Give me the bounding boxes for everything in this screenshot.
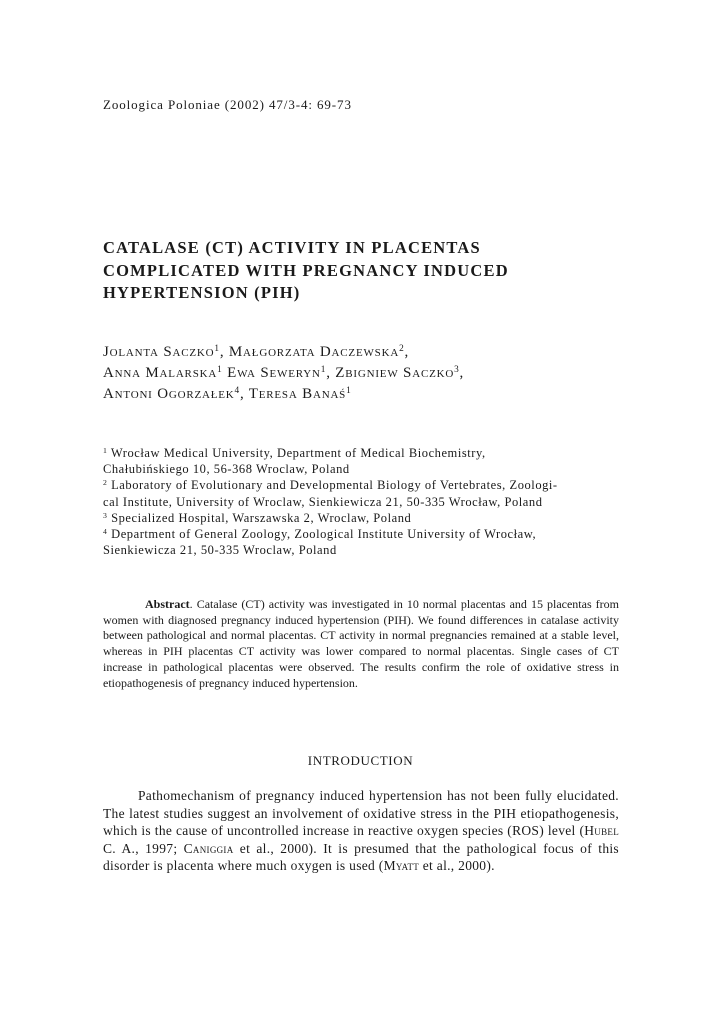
abstract-text: . Catalase (CT) activity was investigated in 10 normal placentas and 15 placentas from women with diagnosed pregnancy induced hypertension (PIH). We found differences in catalase activity between pathological and normal placentas. CT activity in normal pregnancies remained at a stable level, whereas in PIH placentas CT activity was lower compared to normal placentas. Single cases of CT increase in pathological placentas were observed. The results confirm the role of oxidative stress in etiopathogenesis of pregnancy induced hypertension. [103,597,619,690]
affiliations [103,445,623,558]
title-line: HYPERTENSION (PIH) [103,283,301,302]
paper-title [103,237,623,305]
journal-citation: Zoologica Poloniae (2002) 47/3-4: 69-73 [103,97,352,112]
author-name: Antoni Ogorzałek [103,386,235,402]
author-name: Jolanta Saczko [103,344,215,360]
affiliation-mark: 3 [454,364,460,375]
affiliation-line [103,542,623,558]
affiliation-line [103,445,623,461]
affiliation-line [103,494,623,510]
citation-author: Caniggia [183,840,234,856]
affiliation-number: 1 [103,445,108,455]
affiliation-number: 3 [103,510,108,520]
affiliation-number: 4 [103,526,108,536]
intro-text: et al., 2000). [419,858,495,874]
author-name: Anna Malarska [103,365,218,381]
affiliation-text: Specialized Hospital, Warszawska 2, Wroclaw, Poland [111,510,412,525]
section-heading-introduction: INTRODUCTION [307,753,414,768]
affiliation-line [103,526,623,542]
author-name: Ewa Seweryn [227,365,321,381]
abstract [103,597,619,691]
affiliation-text: Chałubińskiego 10, 56-368 Wroclaw, Poland [103,462,350,477]
abstract-label: Abstract [145,597,190,611]
affiliation-text: Department of General Zoology, Zoological Institute University of Wrocław, [111,527,537,542]
affiliation-mark: 1 [320,364,327,375]
introduction-paragraph [103,787,619,875]
author-name: Małgorzata Daczewska [228,344,400,360]
affiliation-mark: 1 [217,364,223,375]
title-line: CATALASE (CT) ACTIVITY IN PLACENTAS [103,238,481,257]
affiliation-number: 2 [103,478,108,488]
affiliation-line [103,510,623,526]
affiliation-mark: 1 [214,343,220,354]
affiliation-text: Laboratory of Evolutionary and Developmental Biology of Vertebrates, Zoologi- [111,478,558,493]
affiliation-text: Sienkiewicza 21, 50-335 Wroclaw, Poland [103,543,337,558]
intro-text: Pathomechanism of pregnancy induced hypertension has not been fully elucidated. The latest studies suggest an involvement of oxidative stress in the PIH etiopathogenesis, which is the cause of uncontrolled increase in reactive oxygen species (ROS) level ( [103,788,619,839]
citation-author: Myatt [383,858,420,874]
intro-text: et al., 2000). It is presumed that the pathological focus of this disorder is placenta where much oxygen is used ( [103,840,619,874]
affiliation-mark: 4 [234,385,240,396]
affiliation-mark: 2 [399,343,405,354]
affiliation-line [103,477,623,493]
author-name: Teresa Banaś [248,386,347,402]
affiliation-text: Wrocław Medical University, Department of Medical Biochemistry, [110,446,486,460]
author-list: Jolanta Saczko$^1$, Małgorzata Daczewska$^2$, Anna Malarska$^1$ Ewa Seweryn$^1$, Zbigniew Saczko$^3$, Antoni Ogorzałek$^4$, Teresa Banaś$^1$ [103,343,465,402]
author-name: Zbigniew Saczko [335,365,455,381]
intro-text: C. A., 1997; [103,840,184,856]
affiliation-mark: 1 [346,385,352,396]
citation-author: Hubel [584,823,619,839]
affiliation-text: cal Institute, University of Wroclaw, Sienkiewicza 21, 50-335 Wrocław, Poland [103,494,543,509]
title-line: COMPLICATED WITH PREGNANCY INDUCED [103,260,509,280]
affiliation-line [103,461,623,477]
